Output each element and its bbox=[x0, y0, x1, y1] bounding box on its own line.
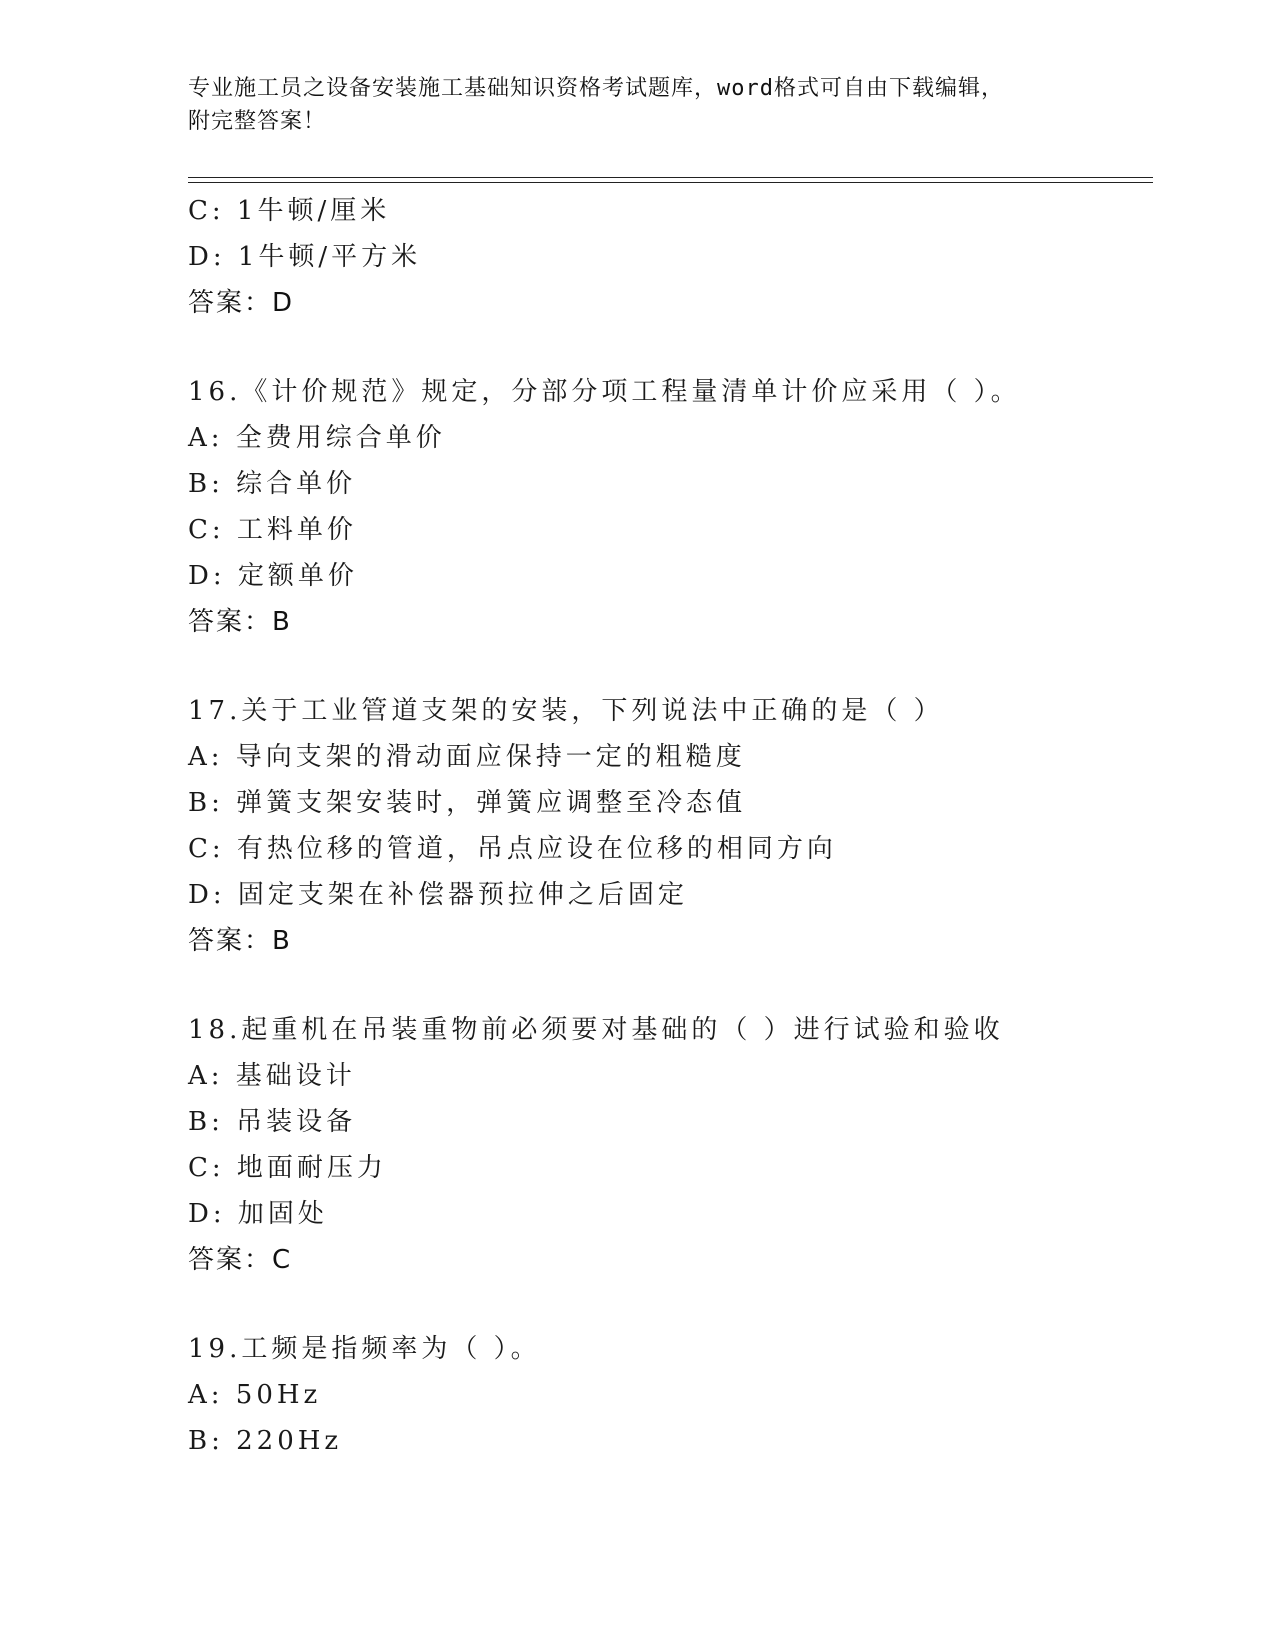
option-a: A: 基础设计 bbox=[188, 1061, 356, 1091]
header-divider-top bbox=[188, 177, 1153, 178]
option-d: D: 定额单价 bbox=[188, 561, 358, 591]
option-c: C: 工料单价 bbox=[188, 515, 357, 545]
answer: 答案：C bbox=[188, 1245, 293, 1275]
header-title-line-2: 附完整答案！ bbox=[188, 109, 327, 134]
question-19 bbox=[188, 1326, 1153, 1464]
option-d: D: 1牛顿/平方米 bbox=[188, 242, 422, 272]
question-text: 19.工频是指频率为（ ）。 bbox=[188, 1334, 541, 1364]
question-18 bbox=[188, 1007, 1153, 1283]
option-d: D: 固定支架在补偿器预拉伸之后固定 bbox=[188, 880, 688, 910]
spacer bbox=[188, 326, 1153, 369]
spacer bbox=[188, 1283, 1153, 1326]
option-b: B: 220Hz bbox=[188, 1426, 343, 1456]
question-text: 18.起重机在吊装重物前必须要对基础的（ ）进行试验和验收 bbox=[188, 1015, 1004, 1045]
question-17 bbox=[188, 688, 1153, 964]
option-a: A: 导向支架的滑动面应保持一定的粗糙度 bbox=[188, 742, 746, 772]
question-list bbox=[188, 188, 1153, 1464]
option-b: B: 弹簧支架安装时，弹簧应调整至冷态值 bbox=[188, 788, 747, 818]
option-b: B: 吊装设备 bbox=[188, 1107, 357, 1137]
answer: 答案：B bbox=[188, 926, 292, 956]
option-b: B: 综合单价 bbox=[188, 469, 357, 499]
header-title-line-1: 专业施工员之设备安装施工基础知识资格考试题库，word格式可自由下载编辑， bbox=[188, 76, 1004, 101]
question-15-tail bbox=[188, 188, 1153, 326]
question-text: 16.《计价规范》规定，分部分项工程量清单计价应采用（ ）。 bbox=[188, 377, 1021, 407]
question-16 bbox=[188, 369, 1153, 645]
option-a: A: 50Hz bbox=[188, 1380, 322, 1410]
option-c: C: 1牛顿/厘米 bbox=[188, 196, 391, 226]
answer: 答案：D bbox=[188, 288, 295, 318]
option-c: C: 有热位移的管道，吊点应设在位移的相同方向 bbox=[188, 834, 837, 864]
spacer bbox=[188, 964, 1153, 1007]
option-c: C: 地面耐压力 bbox=[188, 1153, 387, 1183]
question-text: 17.关于工业管道支架的安装，下列说法中正确的是（ ） bbox=[188, 696, 944, 726]
option-a: A: 全费用综合单价 bbox=[188, 423, 446, 453]
header-divider-bottom bbox=[188, 182, 1153, 183]
answer: 答案：B bbox=[188, 607, 292, 637]
option-d: D: 加固处 bbox=[188, 1199, 328, 1229]
document-header bbox=[188, 72, 1088, 138]
spacer bbox=[188, 645, 1153, 688]
